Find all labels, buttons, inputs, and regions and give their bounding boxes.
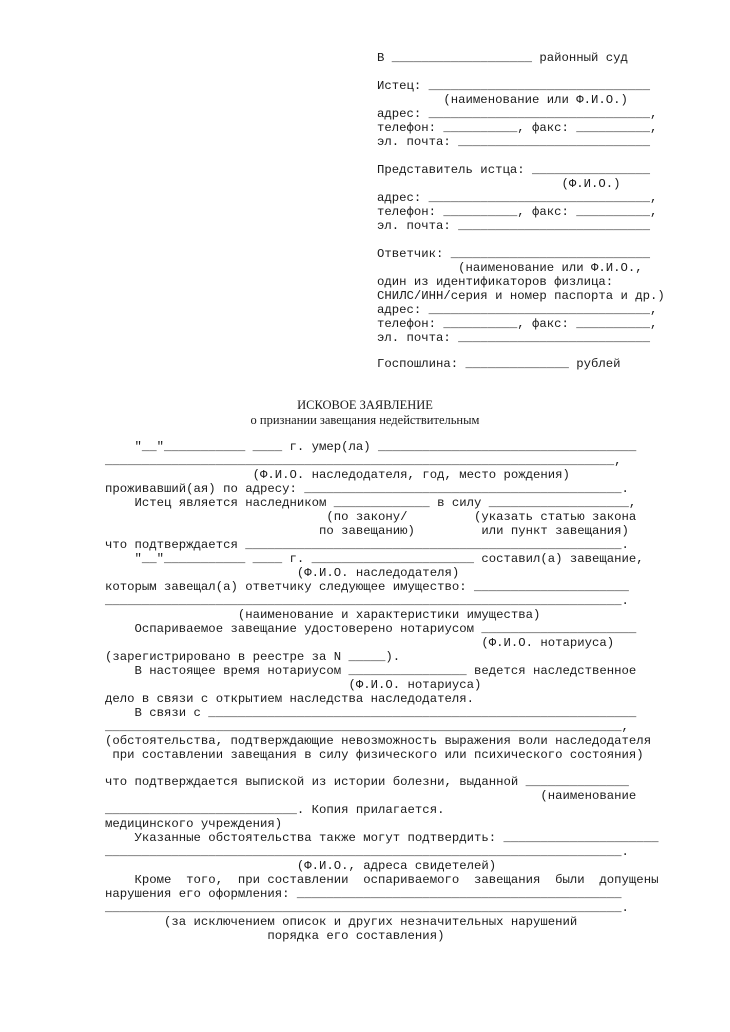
plaintiff-hint: (наименование или Ф.И.О.)	[377, 93, 628, 107]
defendant-address: адрес: ______________________________,	[377, 303, 658, 317]
plaintiff-email: эл. почта: __________________________	[377, 135, 651, 149]
representative-email: эл. почта: __________________________	[377, 219, 651, 233]
plaintiff-line: Истец: ______________________________	[377, 79, 651, 93]
body-line: (по закону/ (указать статью закона	[105, 510, 637, 524]
representative-line: Представитель истца: ________________	[377, 163, 651, 177]
representative-address: адрес: ______________________________,	[377, 191, 658, 205]
defendant-phone-fax: телефон: __________, факс: __________,	[377, 317, 658, 331]
body-line: что подтверждается ___________________________________________________.	[105, 538, 629, 552]
body-line: В связи с __________________________________________________________	[105, 706, 637, 720]
defendant-line: Ответчик: ___________________________	[377, 247, 651, 261]
body-line: (Ф.И.О. наследодателя)	[105, 566, 460, 580]
body-line: (обстоятельства, подтверждающие невозможность выражения воли наследодателя	[105, 734, 652, 748]
body-line: (за исключением описок и других незначительных нарушений	[105, 915, 578, 929]
body-line: (Ф.И.О. наследодателя, год, место рождения)	[105, 468, 570, 482]
representative-hint: (Ф.И.О.)	[377, 177, 621, 191]
body-line: что подтверждается выпиской из истории болезни, выданной ______________	[105, 775, 629, 789]
body-line: (наименование	[105, 789, 637, 803]
body-line: ______________________________________________________________________.	[105, 845, 629, 859]
body-line: проживавший(ая) по адресу: ___________________________________________.	[105, 482, 629, 496]
body-line: (Ф.И.О., адреса свидетелей)	[105, 859, 497, 873]
body-line: Истец является наследником _____________ в силу ___________________,	[105, 496, 637, 510]
body-line: В настоящее время нотариусом ________________ ведется наследственное	[105, 664, 637, 678]
body-line: __________________________. Копия прилагается.	[105, 803, 445, 817]
defendant-email: эл. почта: __________________________	[377, 331, 651, 345]
body-line: (зарегистрировано в реестре за N _____).	[105, 650, 401, 664]
court-line: В ___________________ районный суд	[377, 51, 628, 65]
body-line: (Ф.И.О. нотариуса)	[105, 678, 482, 692]
body-line: при составлении завещания в силу физического или психического состояния)	[105, 748, 644, 762]
body-line: ______________________________________________________________________,	[105, 720, 629, 734]
body-line: которым завещал(а) ответчику следующее имущество: _____________________	[105, 580, 629, 594]
representative-phone-fax: телефон: __________, факс: __________,	[377, 205, 658, 219]
body-line: Оспариваемое завещание удостоверено нотариусом _____________________	[105, 622, 637, 636]
plaintiff-address: адрес: ______________________________,	[377, 107, 658, 121]
body-line: "__"___________ ____ г. ______________________ составил(а) завещание,	[105, 552, 644, 566]
document-title: ИСКОВОЕ ЗАЯВЛЕНИЕ	[297, 398, 433, 412]
body-line: ______________________________________________________________________.	[105, 901, 629, 915]
body-line: (Ф.И.О. нотариуса)	[105, 636, 615, 650]
body-line: "__"___________ ____ г. умер(ла) ___________________________________	[105, 440, 637, 454]
body-line: нарушения его оформления: ____________________________________________	[105, 887, 622, 901]
defendant-hint: (наименование или Ф.И.О.,	[377, 261, 643, 275]
body-line: по завещанию) или пункт завещания)	[105, 524, 629, 538]
defendant-hint-3: СНИЛС/ИНН/серия и номер паспорта и др.)	[377, 289, 665, 303]
plaintiff-phone-fax: телефон: __________, факс: __________,	[377, 121, 658, 135]
document-subtitle: о признании завещания недействительным	[250, 413, 480, 427]
defendant-hint-2: один из идентификаторов физлица:	[377, 275, 614, 289]
body-line: дело в связи с открытием наследства наследодателя.	[105, 692, 474, 706]
body-line: ______________________________________________________________________.	[105, 594, 629, 608]
body-line: _____________________________________________________________________,	[105, 454, 622, 468]
body-line: Кроме того, при составлении оспариваемого завещания были допущены	[105, 873, 659, 887]
body-line: порядка его составления)	[105, 929, 445, 943]
body-line: Указанные обстоятельства также могут подтвердить: _____________________	[105, 831, 659, 845]
body-line: (наименование и характеристики имущества)	[105, 608, 541, 622]
body-line: медицинского учреждения)	[105, 817, 283, 831]
state-fee-line: Госпошлина: ______________ рублей	[377, 357, 621, 371]
